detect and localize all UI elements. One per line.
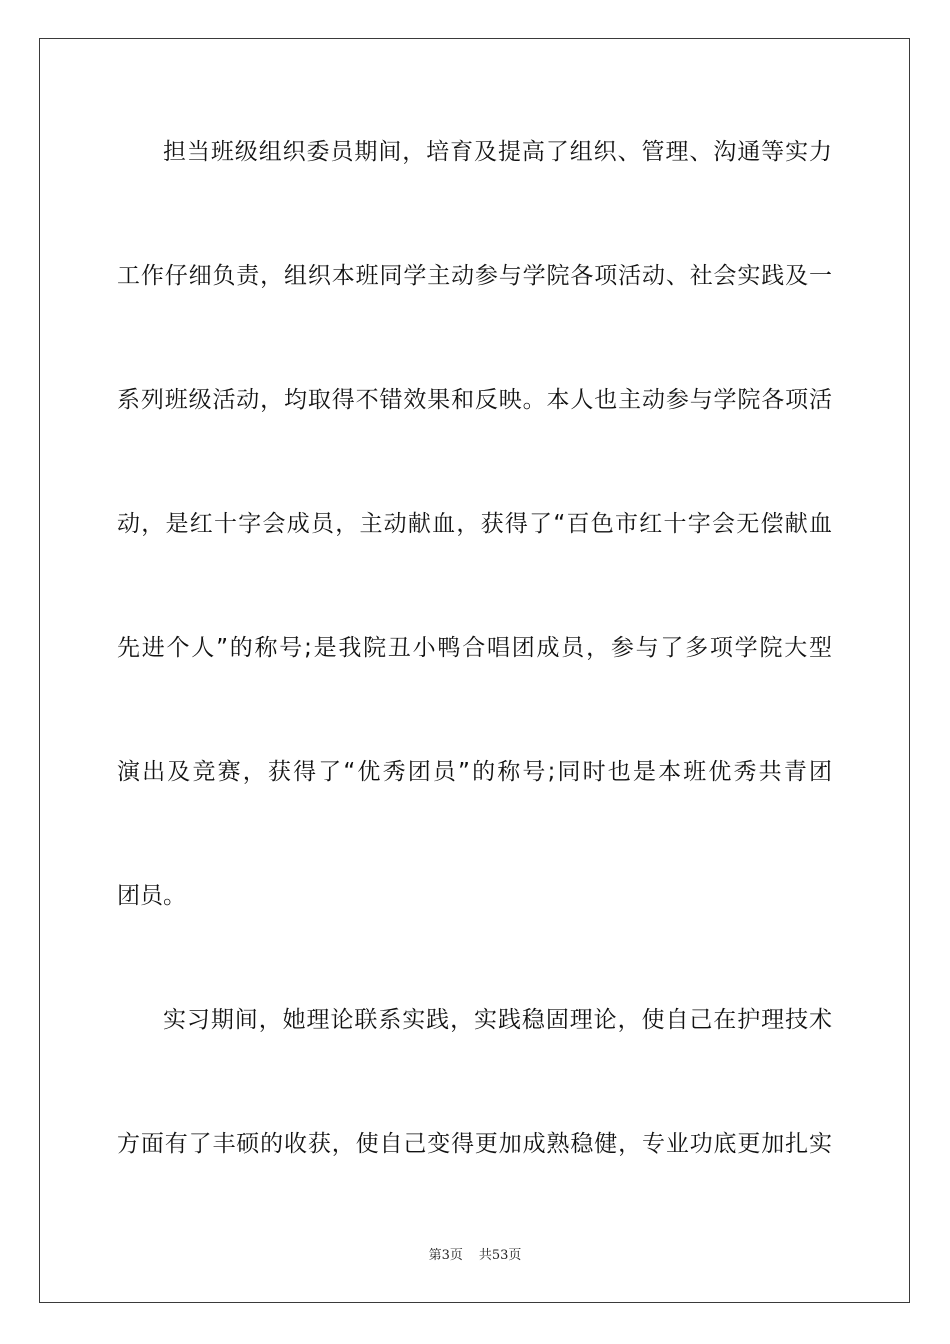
paragraph-1-line-1: 担当班级组织委员期间，培育及提高了组织、管理、沟通等实力 bbox=[163, 139, 832, 165]
paragraph-1-line-7: 团员。 bbox=[117, 883, 186, 909]
paragraph-1-line-4: 动，是红十字会成员，主动献血，获得了“百色市红十字会无偿献血 bbox=[117, 511, 832, 537]
paragraph-2-line-2: 方面有了丰硕的收获，使自己变得更加成熟稳健，专业功底更加扎实 bbox=[117, 1131, 832, 1157]
page-footer bbox=[0, 1247, 950, 1265]
paragraph-2-line-1: 实习期间，她理论联系实践，实践稳固理论，使自己在护理技术 bbox=[163, 1007, 832, 1033]
page-number: 第3页 bbox=[428, 1248, 463, 1263]
paragraph-1-line-2: 工作仔细负责，组织本班同学主动参与学院各项活动、社会实践及一 bbox=[117, 263, 832, 289]
page-border bbox=[39, 38, 910, 1303]
paragraph-1-line-6: 演出及竞赛，获得了“优秀团员”的称号;同时也是本班优秀共青团 bbox=[117, 759, 832, 785]
total-pages: 共53页 bbox=[478, 1248, 522, 1263]
paragraph-1-line-5: 先进个人”的称号;是我院丑小鸭合唱团成员，参与了多项学院大型 bbox=[117, 635, 832, 661]
paragraph-1-line-3: 系列班级活动，均取得不错效果和反映。本人也主动参与学院各项活 bbox=[117, 387, 832, 413]
